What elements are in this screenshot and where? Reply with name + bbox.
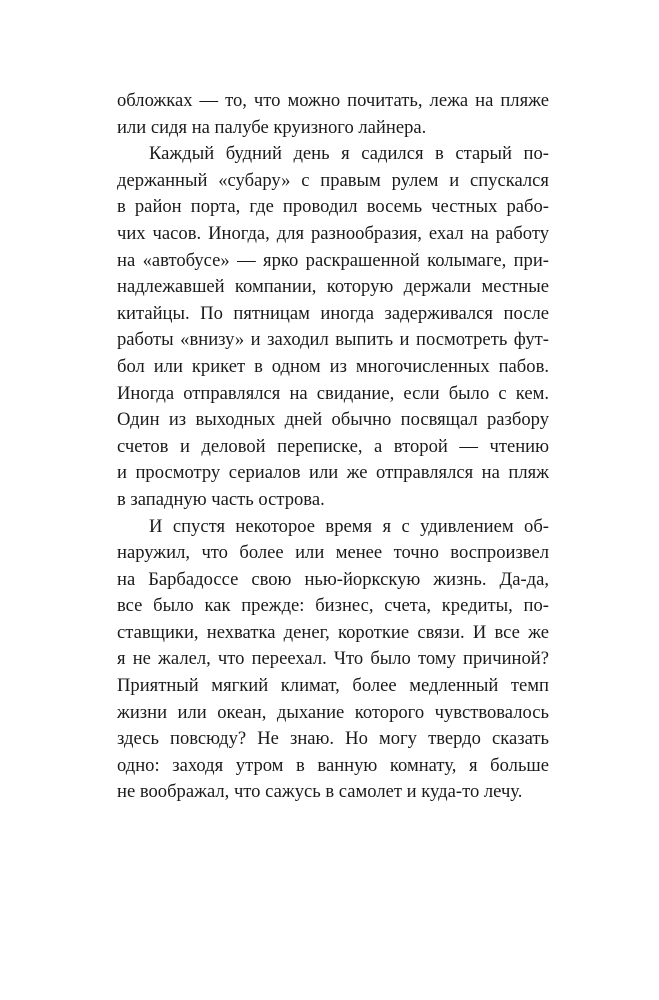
- text-line: я не жалел, что переехал. Что было тому причиной?: [117, 648, 549, 670]
- text-line: на «автобусе» — ярко раскрашенной колымаге, при-: [117, 249, 549, 271]
- text-line: или сидя на палубе круизного лайнера.: [117, 116, 427, 138]
- text-line: бол или крикет в одном из многочисленных пабов.: [117, 355, 549, 377]
- text-line: надлежавшей компании, которую держали местные: [117, 276, 549, 298]
- text-line: Иногда отправлялся на свидание, если было с кем.: [117, 382, 549, 404]
- text-line: одно: заходя утром в ванную комнату, я больше: [117, 754, 549, 776]
- text-line: работы «внизу» и заходил выпить и посмотреть фут-: [117, 329, 549, 351]
- text-line: все было как прежде: бизнес, счета, кредиты, по-: [117, 595, 549, 617]
- text-line: счетов и деловой переписке, а второй — чтению: [117, 435, 549, 457]
- text-line: здесь повсюду? Не знаю. Но могу твердо сказать: [117, 728, 549, 750]
- text-line: Каждый будний день я садился в старый по-: [149, 143, 549, 165]
- text-line: чих часов. Иногда, для разнообразия, ехал на работу: [117, 222, 549, 244]
- text-line: Приятный мягкий климат, более медленный темп: [117, 675, 549, 697]
- text-line: обложках — то, что можно почитать, лежа на пляже: [117, 90, 549, 111]
- page-text: [117, 88, 549, 806]
- text-line: наружил, что более или менее точно воспроизвел: [117, 542, 549, 564]
- text-line: на Барбадоссе свою нью-йоркскую жизнь. Да-да,: [117, 568, 549, 590]
- text-line: Один из выходных дней обычно посвящал разбору: [117, 409, 549, 431]
- text-line: не воображал, что сажусь в самолет и куда-то лечу.: [117, 781, 523, 803]
- text-line: жизни или океан, дыхание которого чувствовалось: [117, 701, 549, 723]
- text-line: и просмотру сериалов или же отправлялся на пляж: [117, 462, 549, 484]
- text-line: держанный «субару» с правым рулем и спускался: [117, 169, 549, 191]
- text-line: в западную часть острова.: [117, 488, 325, 510]
- text-line: китайцы. По пятницам иногда задерживался после: [117, 302, 549, 324]
- text-line: в район порта, где проводил восемь честных рабо-: [117, 196, 549, 218]
- text-line: ставщики, нехватка денег, короткие связи. И все же: [117, 621, 549, 643]
- text-line: И спустя некоторое время я с удивлением об-: [149, 515, 549, 537]
